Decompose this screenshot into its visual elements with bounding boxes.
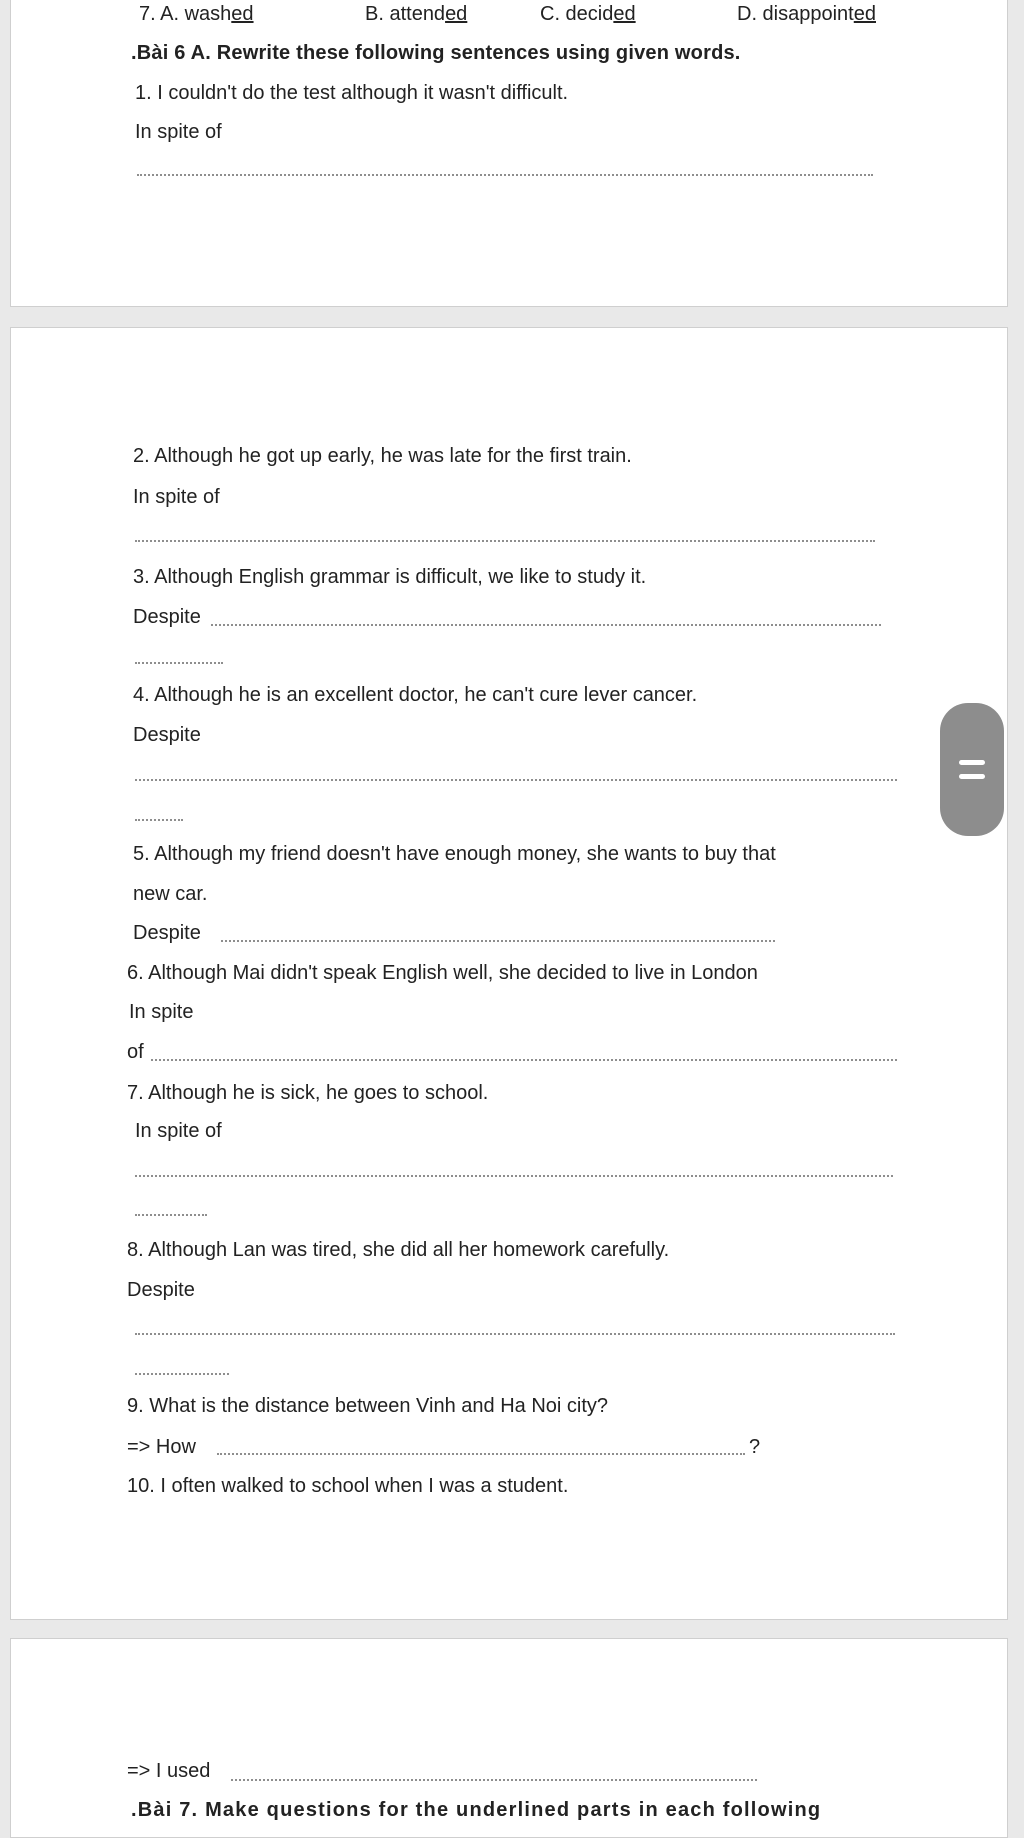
exercise-7-title: .Bài 7. Make questions for the underlined parts in each following	[131, 1799, 822, 1821]
prompt-7: In spite of	[135, 1120, 222, 1142]
prompt-6-cont: of	[127, 1041, 144, 1063]
answer-line-4b[interactable]	[135, 819, 183, 821]
worksheet-page-2	[10, 327, 1008, 1620]
prompt-4: Despite	[133, 724, 201, 746]
question-mark: ?	[749, 1436, 761, 1458]
question-5-cont: new car.	[133, 883, 208, 905]
grip-line-icon	[959, 760, 985, 765]
option-b: B. attended	[365, 3, 468, 25]
question-5: 5. Although my friend doesn't have enough money, she wants to buy that	[133, 843, 776, 865]
question-2: 2. Although he got up early, he was late for the first train.	[133, 445, 632, 467]
question-6: 6. Although Mai didn't speak English well, she decided to live in London	[127, 962, 758, 984]
answer-line-3[interactable]	[211, 624, 881, 626]
option-c: C. decided	[540, 3, 636, 25]
option-d: D. disappointed	[737, 3, 876, 25]
prompt-1: In spite of	[135, 121, 222, 143]
question-4: 4. Although he is an excellent doctor, he can't cure lever cancer.	[133, 684, 698, 706]
answer-line-10[interactable]	[231, 1779, 757, 1781]
prompt-2: In spite of	[133, 486, 220, 508]
answer-line-1[interactable]	[137, 174, 873, 176]
answer-line-9[interactable]	[217, 1453, 745, 1455]
answer-line-3b[interactable]	[135, 662, 223, 664]
grip-line-icon	[959, 774, 985, 779]
question-7: 7. Although he is sick, he goes to school.	[127, 1082, 489, 1104]
answer-line-7b[interactable]	[135, 1214, 207, 1216]
option-a: A. washed	[160, 3, 254, 25]
scroll-handle[interactable]	[940, 703, 1004, 836]
question-number: 7.	[139, 3, 156, 25]
prompt-10: => I used	[127, 1760, 211, 1782]
question-7-options	[139, 3, 254, 26]
question-9: 9. What is the distance between Vinh and Ha Noi city?	[127, 1395, 609, 1417]
prompt-3: Despite	[133, 606, 201, 628]
answer-line-4[interactable]	[135, 779, 897, 781]
answer-line-7[interactable]	[135, 1175, 893, 1177]
prompt-6: In spite	[129, 1001, 194, 1023]
prompt-9: => How	[127, 1436, 196, 1458]
question-8: 8. Although Lan was tired, she did all her homework carefully.	[127, 1239, 670, 1261]
prompt-8: Despite	[127, 1279, 195, 1301]
answer-line-6[interactable]	[151, 1059, 897, 1061]
question-1: 1. I couldn't do the test although it wasn't difficult.	[135, 82, 569, 104]
answer-line-8[interactable]	[135, 1333, 895, 1335]
answer-line-2[interactable]	[135, 540, 875, 542]
question-10: 10. I often walked to school when I was a student.	[127, 1475, 569, 1497]
worksheet-page-3	[10, 1638, 1008, 1838]
answer-line-8b[interactable]	[135, 1373, 229, 1375]
prompt-5: Despite	[133, 922, 201, 944]
question-3: 3. Although English grammar is difficult, we like to study it.	[133, 566, 647, 588]
exercise-6-title: .Bài 6 A. Rewrite these following sentences using given words.	[131, 42, 741, 64]
answer-line-5[interactable]	[221, 940, 775, 942]
worksheet-page-1	[10, 0, 1008, 307]
